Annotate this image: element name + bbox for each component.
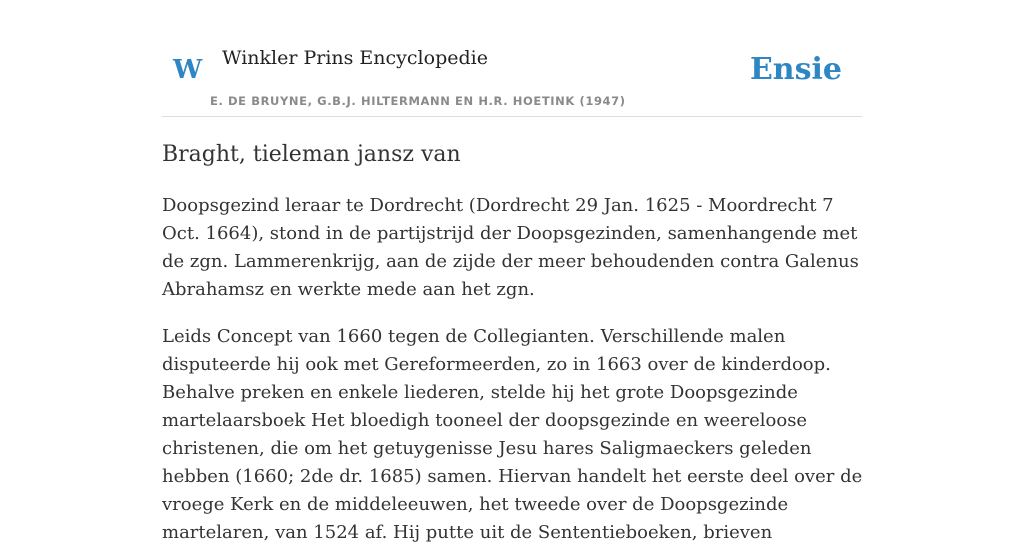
paragraph-1: Doopsgezind leraar te Dordrecht (Dordrecht 29 Jan. 1625 - Moordrecht 7 Oct. 1664), stond in de partijstrijd der Doopsgezinden, samenhangende met de zgn. Lammerenkrijg, aan de zijde der meer behoudenden contra Galenus Abrahamsz en werkte mede aan het zgn. (162, 195, 859, 300)
source-authors: E. DE BRUYNE, G.B.J. HILTERMANN EN H.R. HOETINK (1947) (210, 94, 626, 108)
source-title[interactable]: Winkler Prins Encyclopedie (222, 47, 488, 69)
entry-title: Braght, tieleman jansz van (162, 142, 461, 167)
paragraph-2: Leids Concept van 1660 tegen de Collegianten. Verschillende malen disputeerde hij ook met Gereformeerden, zo in 1663 over de kinderdoop. Behalve preken en enkele liederen, stelde hij het grote Doopsgezinde martelaarsboek Het bloedigh tooneel der doopsgezinde en weereloose christenen, die om het getuygenisse Jesu hares Saligmaeckers geleden hebben (1660; 2de dr. 1685) samen. Hiervan handelt het eerste deel over de vroege Kerk en de middeleeuwen, het tweede over de Doopsgezinde martelaren, van 1524 af. Hij putte uit de Sententieboeken, brieven (162, 326, 863, 543)
source-header (162, 0, 862, 117)
source-logo[interactable]: W (173, 55, 203, 85)
brand-logo[interactable]: Ensie (749, 52, 842, 87)
